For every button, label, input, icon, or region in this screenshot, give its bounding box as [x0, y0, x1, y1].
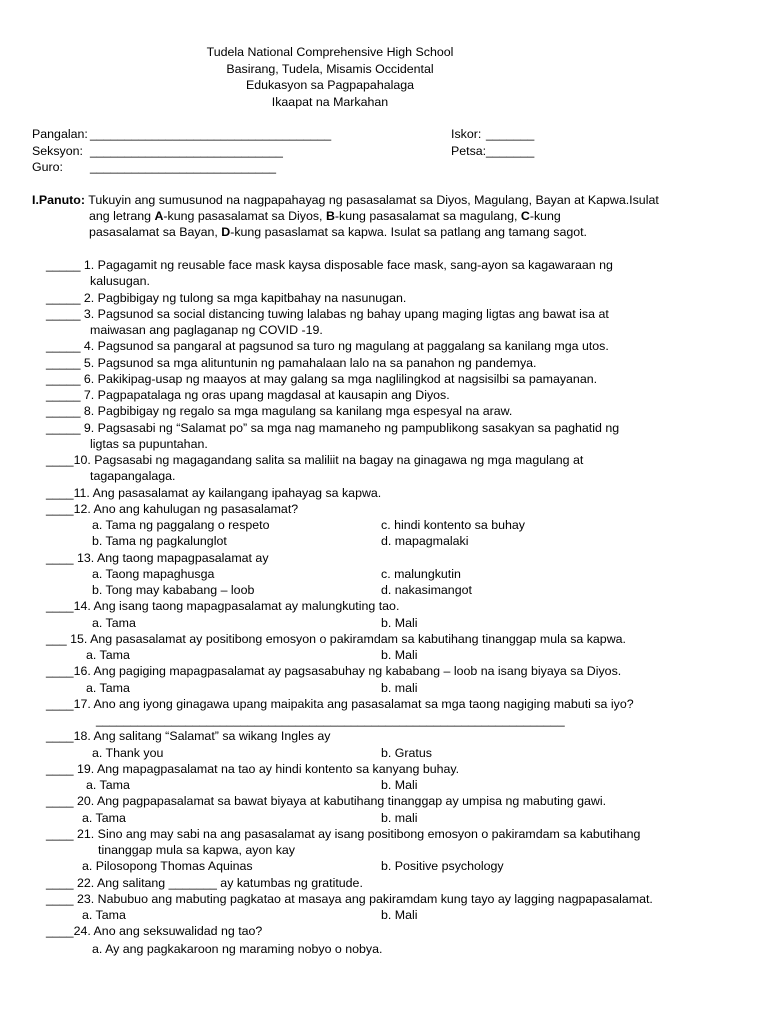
choice-b: b. Mali [381, 615, 418, 630]
question-10: ____10. Pagsasabi ng magagandang salita sa maliliit na bagay na ginagawa ng mga magulang at [46, 453, 584, 467]
question-2: _____ 2. Pagbibigay ng tulong sa mga kapitbahay na nasunugan. [46, 290, 407, 305]
choice-a: a. Tama ng paggalang o respeto [92, 518, 270, 532]
choice-b: b. Gratus [381, 745, 432, 760]
choice-a: a. Tama [86, 648, 130, 662]
quarter-title: Ikaapat na Markahan [271, 94, 389, 109]
question-3: _____ 3. Pagsunod sa social distancing tuwing lalabas ng bahay upang maging ligtas ang bawat isa at [46, 306, 609, 321]
choice-row [46, 680, 706, 696]
choice-a: a. Tama [82, 908, 126, 922]
seksyon-label: Seksyon: [32, 143, 83, 158]
school-name: Tudela National Comprehensive High School [206, 45, 454, 59]
choice-b: b. Mali [381, 648, 418, 662]
question-20: ____ 20. Ang pagpapasalamat sa bawat biyaya at kabutihang tinanggap ay umpisa ng mabuting gawi. [46, 794, 607, 809]
question-8: _____ 8. Pagbibigay ng regalo sa mga magulang sa kanilang mga espesyal na araw. [46, 404, 513, 419]
directions-text: -kung [529, 209, 561, 224]
pangalan-field[interactable]: ___________________________________ [90, 127, 332, 141]
question-12: ____12. Ano ang kahulugan ng pasasalamat? [46, 501, 299, 516]
question-7: _____ 7. Pagpapatalaga ng oras upang magdasal at kausapin ang Diyos. [46, 388, 450, 402]
choice-a: a. Pilosopong Thomas Aquinas [82, 859, 253, 874]
question-16: ____16. Ang pagiging mapagpasalamat ay pagsasabuhay ng kababang – loob na isang biyaya sa Diyos. [46, 664, 622, 679]
document-header [0, 44, 660, 110]
choice-a: a. Thank you [92, 745, 164, 760]
choice-row [46, 907, 706, 923]
question-5: _____ 5. Pagsunod sa mga alituntunin ng pamahalaan lalo na sa panahon ng pandemya. [46, 355, 537, 370]
choice-b: b. mali [381, 680, 418, 695]
question-9-cont: ligtas sa pupuntahan. [90, 436, 208, 451]
pangalan-label: Pangalan: [32, 127, 88, 141]
choice-b: b. mali [381, 810, 418, 825]
directions-text: -kung pasasalamat sa magulang, [334, 209, 521, 224]
choice-b: b. Tama ng pagkalunglot [92, 534, 227, 549]
choice-a: a. Tama [86, 680, 130, 695]
question-24: ____24. Ano ang seksuwalidad ng tao? [46, 924, 263, 939]
question-22: ____ 22. Ang salitang _______ ay katumbas ng gratitude. [46, 875, 363, 890]
question-3-cont: maiwasan ang paglaganap ng COVID -19. [90, 323, 323, 337]
choice-d: d. nakasimangot [381, 583, 472, 597]
choice-row [46, 810, 706, 826]
guro-field[interactable]: ___________________________ [90, 160, 277, 174]
question-19: ____ 19. Ang mapagpasalamat na tao ay hindi kontento sa kanyang buhay. [46, 761, 460, 776]
letter-c: C [520, 209, 530, 224]
directions-text: -kung pasaslamat sa kapwa. Isulat sa patlang ang tamang sagot. [230, 225, 587, 240]
choice-b: b. Positive psychology [381, 859, 504, 874]
question-18: ____18. Ang salitang “Salamat” sa wikang Ingles ay [46, 729, 331, 744]
choice-b: b. Tong may kababang – loob [92, 583, 255, 597]
choice-row [46, 858, 706, 874]
question-10-cont: tagapangalaga. [90, 469, 176, 484]
directions-text: -kung pasasalamat sa Diyos, [163, 209, 326, 224]
question-13: ____ 13. Ang taong mapagpasalamat ay [46, 550, 269, 565]
petsa-label: Petsa: [451, 143, 487, 158]
choice-c: c. malungkutin [381, 566, 461, 581]
directions-label: I.Panuto: [32, 193, 85, 207]
directions-line-1: Tukuyin ang sumusunod na nagpapahayag ng pasasalamat sa Diyos, Magulang, Bayan at Kapwa.Isulat [88, 193, 659, 207]
question-11: ____11. Ang pasasalamat ay kailangang ipahayag sa kapwa. [46, 485, 382, 500]
choice-a: a. Tama [92, 615, 136, 630]
question-9: _____ 9. Pagsasabi ng “Salamat po” sa mga nag mamaneho ng pampublikong sasakyan sa paghatid ng [46, 420, 620, 435]
letter-d: D [221, 225, 231, 240]
subject-title: Edukasyon sa Pagpapahalaga [245, 78, 415, 92]
choice-row [46, 517, 706, 533]
iskor-field[interactable]: _______ [486, 127, 535, 141]
directions [32, 192, 682, 241]
question-17: ____17. Ano ang iyong ginagawa upang maipakita ang pasasalamat sa mga taong nagiging mabuti sa iyo? [46, 696, 634, 711]
question-14: ____14. Ang isang taong mapagpasalamat ay malungkuting tao. [46, 599, 400, 614]
school-address: Basirang, Tudela, Misamis Occidental [226, 61, 434, 76]
choice-row [46, 533, 706, 549]
question-list [46, 257, 706, 957]
choice-b: b. Mali [381, 908, 418, 922]
question-1: _____ 1. Pagagamit ng reusable face mask kaysa disposable face mask, sang-ayon sa kagawaraan ng [46, 258, 613, 272]
iskor-label: Iskor: [451, 127, 482, 141]
choice-a: a. Ay ang pagkakaroon ng maraming nobyo o nobya. [92, 941, 383, 956]
choice-a: a. Taong mapaghusga [92, 566, 215, 581]
letter-a: A [154, 209, 164, 224]
choice-row [46, 647, 706, 663]
student-info-fields [32, 126, 552, 176]
choice-b: b. Mali [381, 778, 418, 792]
directions-text: pasasalamat sa Bayan, [89, 225, 222, 240]
seksyon-field[interactable]: ____________________________ [90, 143, 283, 158]
choice-row [46, 566, 706, 582]
choice-row [46, 615, 706, 631]
question-21: ____ 21. Sino ang may sabi na ang pasasalamat ay isang positibong emosyon o pakiramdam sa kabutihang [46, 826, 641, 841]
question-1-cont: kalusugan. [90, 274, 150, 289]
question-6: _____ 6. Pakikipag-usap ng maayos at may galang sa mga naglilingkod at nagsisilbi sa pamayanan. [46, 371, 598, 386]
question-21-cont: tinanggap mula sa kapwa, ayon kay [98, 843, 295, 857]
answer-line[interactable]: ____________________________________________________________________ [96, 713, 565, 727]
question-4: _____ 4. Pagsunod sa pangaral at pagsunod sa turo ng magulang at paggalang sa kanilang mga utos. [46, 339, 609, 354]
choice-c: c. hindi kontento sa buhay [381, 518, 525, 532]
choice-d: d. mapagmalaki [381, 534, 469, 549]
directions-text: ang letrang [89, 209, 155, 224]
letter-b: B [325, 209, 335, 224]
question-15: ___ 15. Ang pasasalamat ay positibong emosyon o pakiramdam sa kabutihang tinanggap mula sa kapwa. [46, 631, 626, 646]
guro-label: Guro: [32, 160, 63, 174]
choice-a: a. Tama [82, 810, 126, 825]
choice-row [46, 582, 706, 598]
choice-row [46, 777, 706, 793]
question-23: ____ 23. Nabubuo ang mabuting pagkatao at masaya ang pakiramdam kung tayo ay lagging nagpapasalamat. [46, 891, 653, 906]
choice-row [46, 745, 706, 761]
choice-a: a. Tama [86, 778, 130, 792]
petsa-field[interactable]: _______ [486, 143, 535, 158]
